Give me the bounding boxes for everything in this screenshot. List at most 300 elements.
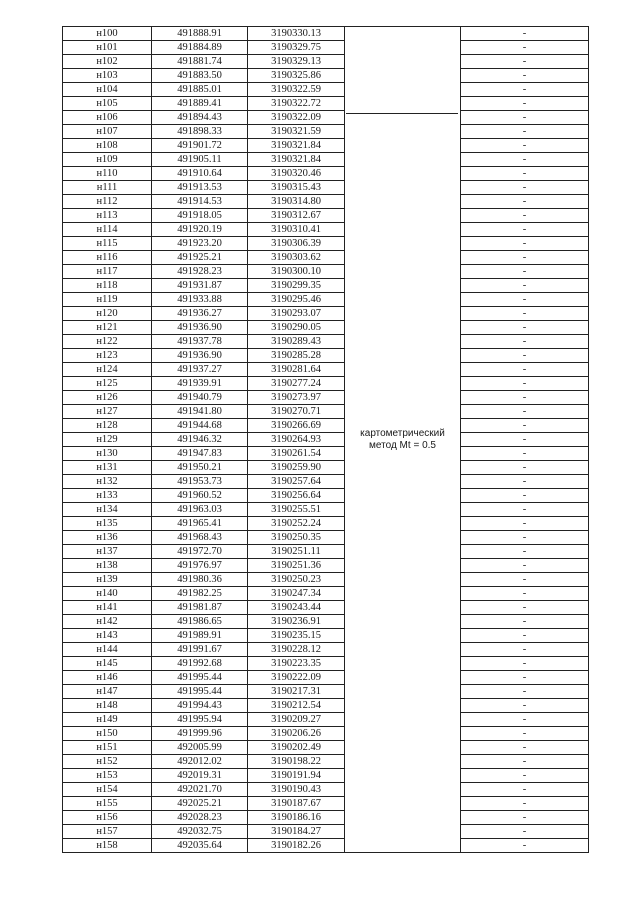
- method-label-line1: картометрический: [360, 427, 445, 439]
- mark-cell: -: [461, 825, 589, 839]
- x-coordinate-cell: 491965.41: [152, 517, 248, 531]
- mark-cell: -: [461, 209, 589, 223]
- mark-cell: -: [461, 153, 589, 167]
- y-coordinate-cell: 3190255.51: [248, 503, 345, 517]
- mark-cell: -: [461, 181, 589, 195]
- table-row: [63, 279, 589, 293]
- point-id-cell: н112: [63, 195, 152, 209]
- table-row: [63, 461, 589, 475]
- mark-cell: -: [461, 97, 589, 111]
- point-id-cell: н141: [63, 601, 152, 615]
- y-coordinate-cell: 3190202.49: [248, 741, 345, 755]
- x-coordinate-cell: 491941.80: [152, 405, 248, 419]
- mark-cell: -: [461, 251, 589, 265]
- y-coordinate-cell: 3190251.36: [248, 559, 345, 573]
- table-row: [63, 671, 589, 685]
- x-coordinate-cell: 491914.53: [152, 195, 248, 209]
- table-row: [63, 475, 589, 489]
- table-row: [63, 69, 589, 83]
- table-row: [63, 769, 589, 783]
- y-coordinate-cell: 3190190.43: [248, 783, 345, 797]
- mark-cell: -: [461, 279, 589, 293]
- mark-cell: -: [461, 699, 589, 713]
- mark-cell: -: [461, 839, 589, 853]
- table-row: [63, 615, 589, 629]
- y-coordinate-cell: 3190312.67: [248, 209, 345, 223]
- table-row: [63, 181, 589, 195]
- table-row: [63, 391, 589, 405]
- y-coordinate-cell: 3190257.64: [248, 475, 345, 489]
- point-id-cell: н105: [63, 97, 152, 111]
- point-id-cell: н144: [63, 643, 152, 657]
- y-coordinate-cell: 3190252.24: [248, 517, 345, 531]
- x-coordinate-cell: 491936.90: [152, 349, 248, 363]
- y-coordinate-cell: 3190329.75: [248, 41, 345, 55]
- y-coordinate-cell: 3190259.90: [248, 461, 345, 475]
- y-coordinate-cell: 3190310.41: [248, 223, 345, 237]
- x-coordinate-cell: 491931.87: [152, 279, 248, 293]
- mark-cell: -: [461, 363, 589, 377]
- y-coordinate-cell: 3190228.12: [248, 643, 345, 657]
- mark-cell: -: [461, 489, 589, 503]
- mark-cell: -: [461, 27, 589, 41]
- mark-cell: -: [461, 643, 589, 657]
- x-coordinate-cell: 491953.73: [152, 475, 248, 489]
- table-row: [63, 405, 589, 419]
- y-coordinate-cell: 3190299.35: [248, 279, 345, 293]
- y-coordinate-cell: 3190277.24: [248, 377, 345, 391]
- y-coordinate-cell: 3190281.64: [248, 363, 345, 377]
- table-row: [63, 83, 589, 97]
- mark-cell: -: [461, 223, 589, 237]
- table-row: [63, 195, 589, 209]
- x-coordinate-cell: 491937.27: [152, 363, 248, 377]
- point-id-cell: н136: [63, 531, 152, 545]
- mark-cell: -: [461, 769, 589, 783]
- x-coordinate-cell: 491913.53: [152, 181, 248, 195]
- point-id-cell: н148: [63, 699, 152, 713]
- mark-cell: -: [461, 419, 589, 433]
- y-coordinate-cell: 3190206.26: [248, 727, 345, 741]
- table-row: [63, 321, 589, 335]
- mark-cell: -: [461, 167, 589, 181]
- y-coordinate-cell: 3190266.69: [248, 419, 345, 433]
- mark-cell: -: [461, 797, 589, 811]
- x-coordinate-cell: 491928.23: [152, 265, 248, 279]
- mark-cell: -: [461, 573, 589, 587]
- y-coordinate-cell: 3190295.46: [248, 293, 345, 307]
- table-row: [63, 97, 589, 111]
- coordinates-sheet: [62, 26, 585, 868]
- mark-cell: -: [461, 671, 589, 685]
- table-row: [63, 587, 589, 601]
- point-id-cell: н111: [63, 181, 152, 195]
- x-coordinate-cell: 491920.19: [152, 223, 248, 237]
- x-coordinate-cell: 491898.33: [152, 125, 248, 139]
- x-coordinate-cell: 491976.97: [152, 559, 248, 573]
- x-coordinate-cell: 491995.94: [152, 713, 248, 727]
- x-coordinate-cell: 491937.78: [152, 335, 248, 349]
- table-row: [63, 811, 589, 825]
- point-id-cell: н129: [63, 433, 152, 447]
- x-coordinate-cell: 491991.67: [152, 643, 248, 657]
- y-coordinate-cell: 3190293.07: [248, 307, 345, 321]
- mark-cell: -: [461, 517, 589, 531]
- y-coordinate-cell: 3190212.54: [248, 699, 345, 713]
- point-id-cell: н100: [63, 27, 152, 41]
- mark-cell: -: [461, 377, 589, 391]
- x-coordinate-cell: 491936.27: [152, 307, 248, 321]
- mark-cell: -: [461, 811, 589, 825]
- x-coordinate-cell: 491946.32: [152, 433, 248, 447]
- point-id-cell: н154: [63, 783, 152, 797]
- point-id-cell: н121: [63, 321, 152, 335]
- table-row: [63, 489, 589, 503]
- mark-cell: -: [461, 615, 589, 629]
- y-coordinate-cell: 3190314.80: [248, 195, 345, 209]
- mark-cell: -: [461, 727, 589, 741]
- mark-cell: -: [461, 433, 589, 447]
- mark-cell: -: [461, 41, 589, 55]
- y-coordinate-cell: 3190330.13: [248, 27, 345, 41]
- mark-cell: -: [461, 629, 589, 643]
- x-coordinate-cell: 491936.90: [152, 321, 248, 335]
- table-row: [63, 797, 589, 811]
- y-coordinate-cell: 3190198.22: [248, 755, 345, 769]
- point-id-cell: н130: [63, 447, 152, 461]
- y-coordinate-cell: 3190303.62: [248, 251, 345, 265]
- point-id-cell: н158: [63, 839, 152, 853]
- point-id-cell: н119: [63, 293, 152, 307]
- table-row: [63, 335, 589, 349]
- point-id-cell: н101: [63, 41, 152, 55]
- method-label-line2: метод Mt = 0.5: [369, 439, 436, 451]
- mark-cell: -: [461, 265, 589, 279]
- y-coordinate-cell: 3190322.59: [248, 83, 345, 97]
- mark-cell: -: [461, 69, 589, 83]
- point-id-cell: н110: [63, 167, 152, 181]
- y-coordinate-cell: 3190306.39: [248, 237, 345, 251]
- mark-cell: -: [461, 349, 589, 363]
- table-row: [63, 363, 589, 377]
- point-id-cell: н143: [63, 629, 152, 643]
- x-coordinate-cell: 491940.79: [152, 391, 248, 405]
- mark-cell: -: [461, 55, 589, 69]
- mark-cell: -: [461, 307, 589, 321]
- x-coordinate-cell: 491960.52: [152, 489, 248, 503]
- y-coordinate-cell: 3190264.93: [248, 433, 345, 447]
- point-id-cell: н124: [63, 363, 152, 377]
- point-id-cell: н149: [63, 713, 152, 727]
- point-id-cell: н118: [63, 279, 152, 293]
- y-coordinate-cell: 3190320.46: [248, 167, 345, 181]
- x-coordinate-cell: 491933.88: [152, 293, 248, 307]
- table-row: [63, 377, 589, 391]
- point-id-cell: н151: [63, 741, 152, 755]
- table-row: [63, 755, 589, 769]
- x-coordinate-cell: 491901.72: [152, 139, 248, 153]
- point-id-cell: н156: [63, 811, 152, 825]
- table-row: [63, 349, 589, 363]
- x-coordinate-cell: 491885.01: [152, 83, 248, 97]
- x-coordinate-cell: 491894.43: [152, 111, 248, 125]
- mark-cell: -: [461, 685, 589, 699]
- x-coordinate-cell: 492032.75: [152, 825, 248, 839]
- table-row: [63, 559, 589, 573]
- mark-cell: -: [461, 447, 589, 461]
- table-row: [63, 209, 589, 223]
- point-id-cell: н103: [63, 69, 152, 83]
- point-id-cell: н123: [63, 349, 152, 363]
- point-id-cell: н115: [63, 237, 152, 251]
- point-id-cell: н128: [63, 419, 152, 433]
- point-id-cell: н152: [63, 755, 152, 769]
- x-coordinate-cell: 491889.41: [152, 97, 248, 111]
- x-coordinate-cell: 491986.65: [152, 615, 248, 629]
- coordinates-table-body: [63, 27, 589, 853]
- x-coordinate-cell: 491950.21: [152, 461, 248, 475]
- point-id-cell: н102: [63, 55, 152, 69]
- mark-cell: -: [461, 545, 589, 559]
- y-coordinate-cell: 3190273.97: [248, 391, 345, 405]
- mark-cell: -: [461, 601, 589, 615]
- x-coordinate-cell: 492019.31: [152, 769, 248, 783]
- y-coordinate-cell: 3190329.13: [248, 55, 345, 69]
- y-coordinate-cell: 3190209.27: [248, 713, 345, 727]
- mark-cell: -: [461, 405, 589, 419]
- y-coordinate-cell: 3190222.09: [248, 671, 345, 685]
- mark-cell: -: [461, 503, 589, 517]
- mark-cell: -: [461, 139, 589, 153]
- table-row: [63, 433, 589, 447]
- y-coordinate-cell: 3190191.94: [248, 769, 345, 783]
- table-row: [63, 111, 589, 125]
- table-row: [63, 41, 589, 55]
- y-coordinate-cell: 3190250.35: [248, 531, 345, 545]
- table-row: [63, 573, 589, 587]
- method-divider-line: [346, 113, 458, 114]
- table-row: [63, 685, 589, 699]
- mark-cell: -: [461, 293, 589, 307]
- x-coordinate-cell: 492028.23: [152, 811, 248, 825]
- point-id-cell: н135: [63, 517, 152, 531]
- y-coordinate-cell: 3190236.91: [248, 615, 345, 629]
- table-row: [63, 153, 589, 167]
- y-coordinate-cell: 3190256.64: [248, 489, 345, 503]
- y-coordinate-cell: 3190182.26: [248, 839, 345, 853]
- point-id-cell: н145: [63, 657, 152, 671]
- x-coordinate-cell: 491968.43: [152, 531, 248, 545]
- table-row: [63, 657, 589, 671]
- x-coordinate-cell: 491910.64: [152, 167, 248, 181]
- x-coordinate-cell: 491884.89: [152, 41, 248, 55]
- x-coordinate-cell: 491923.20: [152, 237, 248, 251]
- mark-cell: -: [461, 783, 589, 797]
- x-coordinate-cell: 491881.74: [152, 55, 248, 69]
- mark-cell: -: [461, 461, 589, 475]
- table-row: [63, 167, 589, 181]
- point-id-cell: н142: [63, 615, 152, 629]
- point-id-cell: н140: [63, 587, 152, 601]
- mark-cell: -: [461, 713, 589, 727]
- y-coordinate-cell: 3190325.86: [248, 69, 345, 83]
- table-row: [63, 643, 589, 657]
- point-id-cell: н155: [63, 797, 152, 811]
- table-row: [63, 699, 589, 713]
- mark-cell: -: [461, 755, 589, 769]
- table-row: [63, 741, 589, 755]
- x-coordinate-cell: 491982.25: [152, 587, 248, 601]
- point-id-cell: н120: [63, 307, 152, 321]
- point-id-cell: н109: [63, 153, 152, 167]
- x-coordinate-cell: 491992.68: [152, 657, 248, 671]
- x-coordinate-cell: 492012.02: [152, 755, 248, 769]
- y-coordinate-cell: 3190322.72: [248, 97, 345, 111]
- point-id-cell: н131: [63, 461, 152, 475]
- table-row: [63, 531, 589, 545]
- point-id-cell: н146: [63, 671, 152, 685]
- y-coordinate-cell: 3190223.35: [248, 657, 345, 671]
- mark-cell: -: [461, 195, 589, 209]
- y-coordinate-cell: 3190315.43: [248, 181, 345, 195]
- x-coordinate-cell: 491972.70: [152, 545, 248, 559]
- y-coordinate-cell: 3190321.84: [248, 139, 345, 153]
- y-coordinate-cell: 3190322.09: [248, 111, 345, 125]
- y-coordinate-cell: 3190270.71: [248, 405, 345, 419]
- mark-cell: -: [461, 125, 589, 139]
- y-coordinate-cell: 3190186.16: [248, 811, 345, 825]
- point-id-cell: н137: [63, 545, 152, 559]
- table-row: [63, 125, 589, 139]
- point-id-cell: н147: [63, 685, 152, 699]
- table-row: [63, 237, 589, 251]
- mark-cell: -: [461, 531, 589, 545]
- x-coordinate-cell: 491981.87: [152, 601, 248, 615]
- x-coordinate-cell: 491939.91: [152, 377, 248, 391]
- table-row: [63, 419, 589, 433]
- table-row: [63, 55, 589, 69]
- mark-cell: -: [461, 657, 589, 671]
- table-row: [63, 839, 589, 853]
- y-coordinate-cell: 3190243.44: [248, 601, 345, 615]
- table-row: [63, 727, 589, 741]
- point-id-cell: н117: [63, 265, 152, 279]
- x-coordinate-cell: 491905.11: [152, 153, 248, 167]
- x-coordinate-cell: 491918.05: [152, 209, 248, 223]
- mark-cell: -: [461, 111, 589, 125]
- x-coordinate-cell: 491944.68: [152, 419, 248, 433]
- point-id-cell: н122: [63, 335, 152, 349]
- mark-cell: -: [461, 335, 589, 349]
- y-coordinate-cell: 3190217.31: [248, 685, 345, 699]
- y-coordinate-cell: 3190261.54: [248, 447, 345, 461]
- y-coordinate-cell: 3190321.84: [248, 153, 345, 167]
- table-row: [63, 223, 589, 237]
- point-id-cell: н108: [63, 139, 152, 153]
- point-id-cell: н138: [63, 559, 152, 573]
- x-coordinate-cell: 491888.91: [152, 27, 248, 41]
- y-coordinate-cell: 3190289.43: [248, 335, 345, 349]
- mark-cell: -: [461, 237, 589, 251]
- x-coordinate-cell: 491980.36: [152, 573, 248, 587]
- point-id-cell: н133: [63, 489, 152, 503]
- table-row: [63, 601, 589, 615]
- table-row: [63, 713, 589, 727]
- table-row: [63, 545, 589, 559]
- table-row: [63, 251, 589, 265]
- y-coordinate-cell: 3190290.05: [248, 321, 345, 335]
- point-id-cell: н150: [63, 727, 152, 741]
- mark-cell: -: [461, 321, 589, 335]
- method-cell: [345, 27, 461, 853]
- table-row: [63, 307, 589, 321]
- x-coordinate-cell: 492035.64: [152, 839, 248, 853]
- point-id-cell: н127: [63, 405, 152, 419]
- point-id-cell: н116: [63, 251, 152, 265]
- x-coordinate-cell: 491999.96: [152, 727, 248, 741]
- mark-cell: -: [461, 83, 589, 97]
- table-row: [63, 293, 589, 307]
- x-coordinate-cell: 491989.91: [152, 629, 248, 643]
- point-id-cell: н153: [63, 769, 152, 783]
- point-id-cell: н114: [63, 223, 152, 237]
- table-row: [63, 447, 589, 461]
- y-coordinate-cell: 3190235.15: [248, 629, 345, 643]
- x-coordinate-cell: 491994.43: [152, 699, 248, 713]
- table-row: [63, 783, 589, 797]
- table-row: [63, 517, 589, 531]
- mark-cell: -: [461, 559, 589, 573]
- coordinates-table: [62, 26, 589, 853]
- y-coordinate-cell: 3190250.23: [248, 573, 345, 587]
- mark-cell: -: [461, 741, 589, 755]
- point-id-cell: н157: [63, 825, 152, 839]
- point-id-cell: н107: [63, 125, 152, 139]
- y-coordinate-cell: 3190187.67: [248, 797, 345, 811]
- y-coordinate-cell: 3190247.34: [248, 587, 345, 601]
- point-id-cell: н134: [63, 503, 152, 517]
- mark-cell: -: [461, 475, 589, 489]
- x-coordinate-cell: 491925.21: [152, 251, 248, 265]
- table-row: [63, 825, 589, 839]
- x-coordinate-cell: 491963.03: [152, 503, 248, 517]
- mark-cell: -: [461, 587, 589, 601]
- y-coordinate-cell: 3190285.28: [248, 349, 345, 363]
- y-coordinate-cell: 3190184.27: [248, 825, 345, 839]
- table-row: [63, 139, 589, 153]
- point-id-cell: н106: [63, 111, 152, 125]
- y-coordinate-cell: 3190251.11: [248, 545, 345, 559]
- table-row: [63, 265, 589, 279]
- x-coordinate-cell: 491883.50: [152, 69, 248, 83]
- y-coordinate-cell: 3190321.59: [248, 125, 345, 139]
- x-coordinate-cell: 491947.83: [152, 447, 248, 461]
- x-coordinate-cell: 492021.70: [152, 783, 248, 797]
- x-coordinate-cell: 491995.44: [152, 671, 248, 685]
- point-id-cell: н132: [63, 475, 152, 489]
- point-id-cell: н139: [63, 573, 152, 587]
- table-row: [63, 27, 589, 41]
- x-coordinate-cell: 492025.21: [152, 797, 248, 811]
- y-coordinate-cell: 3190300.10: [248, 265, 345, 279]
- table-row: [63, 629, 589, 643]
- point-id-cell: н113: [63, 209, 152, 223]
- point-id-cell: н125: [63, 377, 152, 391]
- table-row: [63, 503, 589, 517]
- point-id-cell: н126: [63, 391, 152, 405]
- x-coordinate-cell: 492005.99: [152, 741, 248, 755]
- point-id-cell: н104: [63, 83, 152, 97]
